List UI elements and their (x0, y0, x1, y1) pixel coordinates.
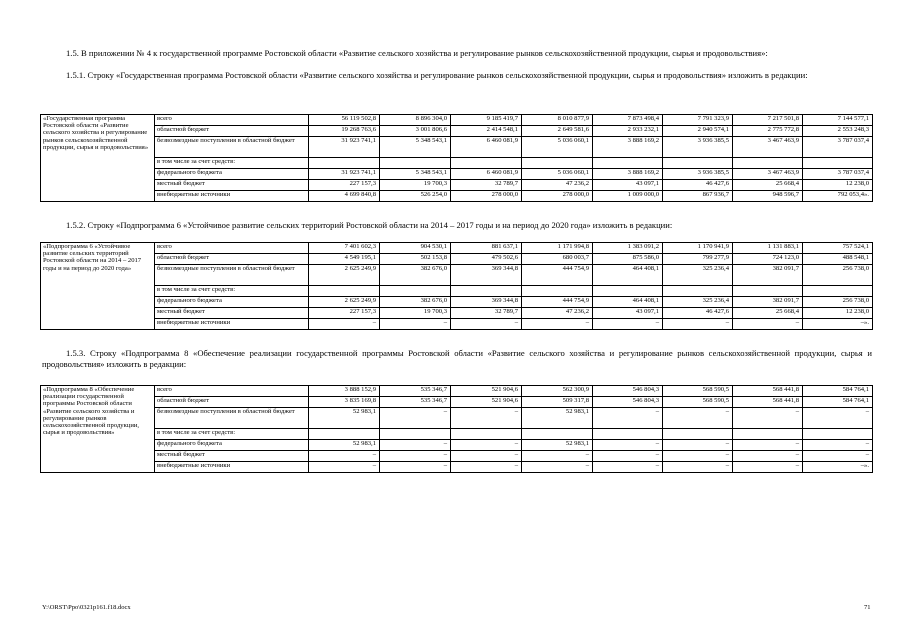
amount-cell: 444 754,9 (522, 297, 593, 308)
amount-cell: 32 789,7 (451, 180, 522, 191)
amount-cell: 52 983,1 (522, 440, 593, 451)
amount-cell: 7 217 501,8 (733, 115, 803, 126)
amount-cell: 568 441,8 (733, 386, 803, 397)
table-row (41, 126, 873, 137)
amount-cell: 4 549 195,1 (309, 254, 380, 265)
amount-cell: – (451, 319, 522, 330)
amount-cell: 382 091,7 (733, 297, 803, 308)
table-row (41, 191, 873, 202)
table-row (41, 397, 873, 408)
amount-cell: 8 010 877,9 (522, 115, 593, 126)
amount-cell: – (803, 440, 873, 451)
amount-cell: – (663, 451, 733, 462)
table-row (41, 297, 873, 308)
program-name-cell: «Подпрограмма 8 «Обеспечение реализации государственной программы Ростовской области «Развитие сельского хозяйства и регулирование рынков сельскохозяйственной продукции, сырья и продовольствия» (41, 386, 155, 473)
amount-cell: – (663, 462, 733, 473)
table-row (41, 265, 873, 286)
amount-cell: 46 427,6 (663, 180, 733, 191)
amount-cell: 278 000,0 (522, 191, 593, 202)
amount-cell (663, 429, 733, 440)
amount-cell: 3 936 385,5 (663, 169, 733, 180)
paragraph-1-5-2: 1.5.2. Строку «Подпрограмма 6 «Устойчивое развитие сельских территорий Ростовской области на 2014 – 2017 годы и на период до 2020 года» изложить в редакции: (66, 220, 673, 230)
amount-cell: 904 530,1 (380, 243, 451, 254)
amount-cell: 8 896 304,0 (380, 115, 451, 126)
amount-cell: – (451, 451, 522, 462)
budget-table-subprogram-8 (40, 385, 873, 473)
amount-cell: 5 036 060,1 (522, 169, 593, 180)
amount-cell (733, 158, 803, 169)
amount-cell: 3 835 169,8 (309, 397, 380, 408)
table-row (41, 169, 873, 180)
amount-cell: 584 764,1 (803, 397, 873, 408)
amount-cell: – (593, 440, 663, 451)
amount-cell: – (380, 440, 451, 451)
amount-cell: 502 153,8 (380, 254, 451, 265)
amount-cell: 9 185 419,7 (451, 115, 522, 126)
page-number: 71 (864, 604, 871, 611)
amount-cell: – (593, 319, 663, 330)
amount-cell: 325 236,4 (663, 265, 733, 286)
amount-cell: 227 157,3 (309, 180, 380, 191)
amount-cell: 535 346,7 (380, 386, 451, 397)
amount-cell: 568 590,5 (663, 386, 733, 397)
amount-cell: 799 277,9 (663, 254, 733, 265)
amount-cell (593, 158, 663, 169)
amount-cell: 3 888 169,2 (593, 137, 663, 158)
amount-cell: 278 000,0 (451, 191, 522, 202)
amount-cell: – (380, 319, 451, 330)
amount-cell: – (803, 451, 873, 462)
amount-cell (522, 286, 593, 297)
amount-cell: – (380, 408, 451, 429)
amount-cell (803, 429, 873, 440)
funding-source-cell: всего (155, 115, 309, 126)
funding-source-cell: местный бюджет (155, 180, 309, 191)
amount-cell (309, 158, 380, 169)
amount-cell: 2 775 772,8 (733, 126, 803, 137)
amount-cell: 46 427,6 (663, 308, 733, 319)
amount-cell: 546 804,3 (593, 397, 663, 408)
amount-cell: – (733, 440, 803, 451)
amount-cell: 3 467 463,9 (733, 137, 803, 158)
amount-cell: – (380, 451, 451, 462)
amount-cell: 382 091,7 (733, 265, 803, 286)
table-row (41, 440, 873, 451)
table-row (41, 451, 873, 462)
table-row (41, 429, 873, 440)
amount-cell: 19 700,3 (380, 308, 451, 319)
amount-cell: – (733, 319, 803, 330)
funding-source-cell: безвозмездные поступления в областной бюджет (155, 265, 309, 286)
amount-cell (593, 286, 663, 297)
amount-cell: 52 983,1 (309, 440, 380, 451)
amount-cell: 325 236,4 (663, 297, 733, 308)
amount-cell: – (593, 462, 663, 473)
amount-cell (803, 158, 873, 169)
amount-cell: 52 983,1 (309, 408, 380, 429)
table-row (41, 243, 873, 254)
amount-cell (663, 158, 733, 169)
amount-cell: 5 348 543,1 (380, 137, 451, 158)
amount-cell: 1 383 091,2 (593, 243, 663, 254)
amount-cell: – (380, 462, 451, 473)
amount-cell: 19 268 763,6 (309, 126, 380, 137)
amount-cell: 867 936,7 (663, 191, 733, 202)
amount-cell: 3 787 037,4 (803, 137, 873, 158)
table-row (41, 286, 873, 297)
amount-cell: – (803, 408, 873, 429)
amount-cell: 2 625 249,9 (309, 265, 380, 286)
amount-cell: – (593, 451, 663, 462)
amount-cell: 7 791 323,9 (663, 115, 733, 126)
amount-cell (380, 158, 451, 169)
amount-cell (309, 286, 380, 297)
table-row (41, 462, 873, 473)
amount-cell: 256 738,0 (803, 297, 873, 308)
amount-cell: 3 787 037,4 (803, 169, 873, 180)
amount-cell: 5 348 543,1 (380, 169, 451, 180)
amount-cell: 464 408,1 (593, 297, 663, 308)
paragraph-1-5: 1.5. В приложении № 4 к государственной программе Ростовской области «Развитие сельского хозяйства и регулирование рынков сельскохозяйственной продукции, сырья и продовольствия»: (66, 48, 768, 58)
program-name-cell: «Подпрограмма 6 «Устойчивое развитие сельских территорий Ростовской области на 2014 – 2017 годы и на период до 2020 года» (41, 243, 155, 330)
amount-cell (451, 158, 522, 169)
amount-cell: 881 637,1 (451, 243, 522, 254)
amount-cell (593, 429, 663, 440)
funding-source-cell: внебюджетные источники (155, 462, 309, 473)
table-row (41, 158, 873, 169)
funding-source-cell: всего (155, 243, 309, 254)
amount-cell (451, 429, 522, 440)
amount-cell: 2 940 574,1 (663, 126, 733, 137)
amount-cell: 12 238,0 (803, 180, 873, 191)
amount-cell: 7 873 498,4 (593, 115, 663, 126)
amount-cell: 875 586,0 (593, 254, 663, 265)
amount-cell: 47 236,2 (522, 180, 593, 191)
footer-file-path: Y:\ORST\Ppo\0321p161.f18.docx (42, 604, 131, 611)
amount-cell: 382 676,0 (380, 297, 451, 308)
funding-source-cell: федерального бюджета (155, 169, 309, 180)
amount-cell (522, 158, 593, 169)
amount-cell: – (309, 451, 380, 462)
table-row (41, 180, 873, 191)
funding-source-cell: в том числе за счет средств: (155, 158, 309, 169)
amount-cell: 2 414 548,1 (451, 126, 522, 137)
amount-cell: – (593, 408, 663, 429)
amount-cell: 256 738,0 (803, 265, 873, 286)
amount-cell: 1 009 000,0 (593, 191, 663, 202)
amount-cell (380, 286, 451, 297)
funding-source-cell: местный бюджет (155, 451, 309, 462)
amount-cell: 32 789,7 (451, 308, 522, 319)
program-name-cell: «Государственная программа Ростовской области «Развитие сельского хозяйства и регулирование рынков сельскохозяйственной продукции, сырья и продовольствия» (41, 115, 155, 202)
amount-cell: – (451, 440, 522, 451)
amount-cell: 584 764,1 (803, 386, 873, 397)
amount-cell: 488 548,1 (803, 254, 873, 265)
amount-cell: 2 625 249,9 (309, 297, 380, 308)
funding-source-cell: внебюджетные источники (155, 319, 309, 330)
amount-cell: 2 649 581,6 (522, 126, 593, 137)
amount-cell: 12 238,0 (803, 308, 873, 319)
amount-cell: 526 254,0 (380, 191, 451, 202)
amount-cell: 6 460 081,9 (451, 137, 522, 158)
amount-cell: 3 001 806,6 (380, 126, 451, 137)
funding-source-cell: федерального бюджета (155, 440, 309, 451)
paragraph-1-5-3: 1.5.3. Строку «Подпрограмма 8 «Обеспечение реализации государственной программы Ростовской области «Развитие сельского хозяйства и регулирование рынков сельскохозяйственной продукции, сырья и продовольствия» изложить в редакции: (42, 348, 872, 369)
amount-cell: – (451, 408, 522, 429)
amount-cell: 509 317,8 (522, 397, 593, 408)
amount-cell (451, 286, 522, 297)
budget-table-subprogram-6 (40, 242, 873, 330)
funding-source-cell: всего (155, 386, 309, 397)
amount-cell: 2 553 248,3 (803, 126, 873, 137)
table-row (41, 137, 873, 158)
amount-cell: – (309, 319, 380, 330)
funding-source-cell: в том числе за счет средств: (155, 286, 309, 297)
amount-cell: 479 502,6 (451, 254, 522, 265)
amount-cell: 562 300,9 (522, 386, 593, 397)
amount-cell: – (663, 408, 733, 429)
amount-cell: – (451, 462, 522, 473)
funding-source-cell: в том числе за счет средств: (155, 429, 309, 440)
amount-cell: 56 119 502,8 (309, 115, 380, 126)
amount-cell (522, 429, 593, 440)
amount-cell: 3 888 152,9 (309, 386, 380, 397)
amount-cell: 25 668,4 (733, 180, 803, 191)
table-row (41, 115, 873, 126)
amount-cell: 1 131 883,1 (733, 243, 803, 254)
amount-cell: 792 053,4». (803, 191, 873, 202)
amount-cell: 227 157,3 (309, 308, 380, 319)
funding-source-cell: местный бюджет (155, 308, 309, 319)
amount-cell: 546 804,3 (593, 386, 663, 397)
amount-cell: 724 123,0 (733, 254, 803, 265)
funding-source-cell: федерального бюджета (155, 297, 309, 308)
funding-source-cell: областной бюджет (155, 126, 309, 137)
amount-cell: 3 936 385,5 (663, 137, 733, 158)
amount-cell (803, 286, 873, 297)
amount-cell: 25 668,4 (733, 308, 803, 319)
amount-cell: – (733, 408, 803, 429)
amount-cell: 464 408,1 (593, 265, 663, 286)
amount-cell: 369 344,8 (451, 265, 522, 286)
amount-cell: 2 933 232,1 (593, 126, 663, 137)
amount-cell: – (309, 462, 380, 473)
amount-cell: 19 700,3 (380, 180, 451, 191)
amount-cell (309, 429, 380, 440)
amount-cell (733, 429, 803, 440)
amount-cell: 52 983,1 (522, 408, 593, 429)
amount-cell: 4 699 840,8 (309, 191, 380, 202)
funding-source-cell: внебюджетные источники (155, 191, 309, 202)
funding-source-cell: областной бюджет (155, 397, 309, 408)
amount-cell: 568 590,5 (663, 397, 733, 408)
table-row (41, 408, 873, 429)
amount-cell: –». (803, 462, 873, 473)
amount-cell: 43 097,1 (593, 308, 663, 319)
amount-cell: 1 170 941,9 (663, 243, 733, 254)
amount-cell: 382 676,0 (380, 265, 451, 286)
amount-cell: 5 036 060,1 (522, 137, 593, 158)
amount-cell: – (663, 319, 733, 330)
amount-cell (380, 429, 451, 440)
amount-cell: 568 441,8 (733, 397, 803, 408)
amount-cell: 31 923 741,1 (309, 169, 380, 180)
amount-cell: 7 401 602,3 (309, 243, 380, 254)
amount-cell: – (733, 462, 803, 473)
amount-cell: 948 596,7 (733, 191, 803, 202)
amount-cell: 7 144 577,1 (803, 115, 873, 126)
funding-source-cell: областной бюджет (155, 254, 309, 265)
amount-cell: 31 923 741,1 (309, 137, 380, 158)
amount-cell (663, 286, 733, 297)
table-row (41, 386, 873, 397)
amount-cell: 6 460 081,9 (451, 169, 522, 180)
amount-cell: – (522, 319, 593, 330)
amount-cell: 680 003,7 (522, 254, 593, 265)
table-row (41, 254, 873, 265)
amount-cell: 47 236,2 (522, 308, 593, 319)
amount-cell: 521 904,6 (451, 386, 522, 397)
amount-cell: 521 904,6 (451, 397, 522, 408)
amount-cell (733, 286, 803, 297)
amount-cell: 757 524,1 (803, 243, 873, 254)
amount-cell: 3 467 463,9 (733, 169, 803, 180)
funding-source-cell: безвозмездные поступления в областной бюджет (155, 408, 309, 429)
funding-source-cell: безвозмездные поступления в областной бюджет (155, 137, 309, 158)
table-row (41, 319, 873, 330)
amount-cell: – (522, 462, 593, 473)
amount-cell: – (663, 440, 733, 451)
paragraph-1-5-1: 1.5.1. Строку «Государственная программа Ростовской области «Развитие сельского хозяйства и регулирование рынков сельскохозяйственной продукции, сырья и продовольствия» изложить в редакции: (66, 70, 808, 80)
amount-cell: 535 346,7 (380, 397, 451, 408)
amount-cell: 43 097,1 (593, 180, 663, 191)
amount-cell: 3 888 169,2 (593, 169, 663, 180)
amount-cell: – (522, 451, 593, 462)
budget-table-state-program (40, 114, 873, 202)
amount-cell: 444 754,9 (522, 265, 593, 286)
table-row (41, 308, 873, 319)
amount-cell: – (733, 451, 803, 462)
amount-cell: 1 171 994,8 (522, 243, 593, 254)
amount-cell: –». (803, 319, 873, 330)
amount-cell: 369 344,8 (451, 297, 522, 308)
